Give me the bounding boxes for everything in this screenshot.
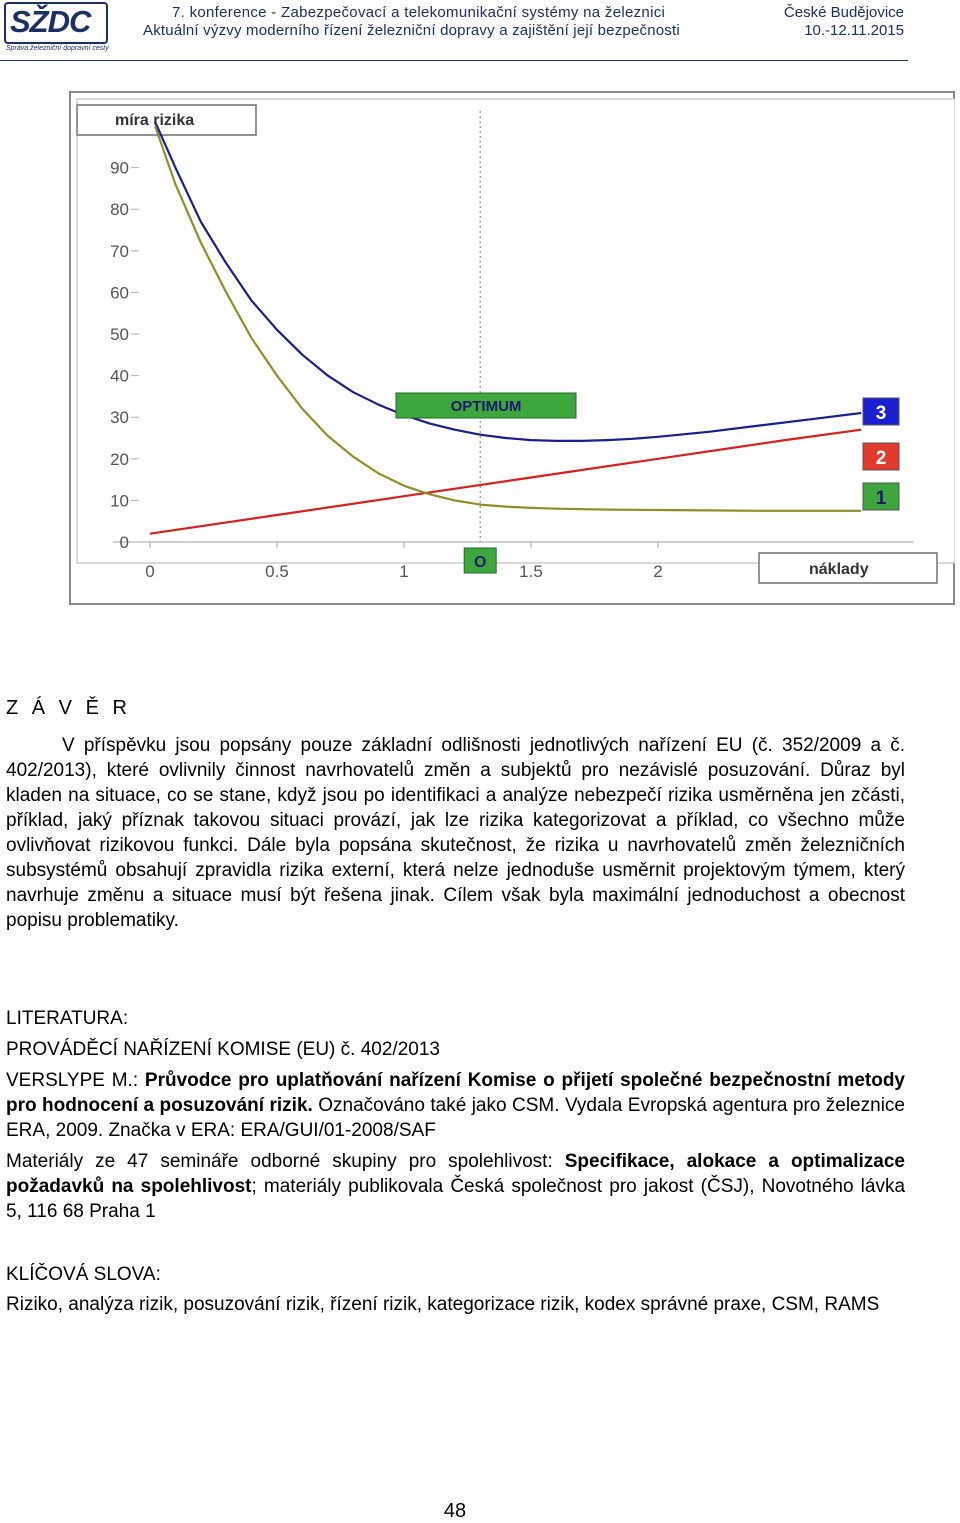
y-tick-label: 50 — [110, 325, 129, 344]
conference-title: 7. konference - Zabezpečovací a telekomunikační systémy na železnici — [172, 4, 666, 21]
szdc-logo — [4, 2, 108, 54]
y-tick-label: 20 — [110, 449, 129, 469]
optimum-label: OPTIMUM — [450, 398, 522, 415]
literature-item-2-title: Průvodce pro uplatňování nařízení Komise o přijetí společné bezpečnostní metody pro hodnocení a posuzování rizik. — [6, 1070, 906, 1116]
literature-title: LITERATURA: — [6, 1008, 129, 1029]
series-badge-label-1: 1 — [875, 488, 887, 509]
conference-date: 10.-12.11.2015 — [804, 22, 904, 39]
series-badge-label-3: 3 — [875, 403, 887, 424]
keywords-title: KLÍČOVÁ SLOVA: — [6, 1264, 161, 1285]
literature-item-2 — [6, 1068, 905, 1143]
logo-text: SŽDC — [10, 4, 91, 39]
x-tick-label: 2 — [653, 562, 663, 581]
y-tick-label: 70 — [110, 241, 129, 261]
y-tick-label: 80 — [110, 200, 129, 220]
y-axis-title: míra rizika — [115, 112, 195, 129]
page-number: 48 — [443, 1500, 467, 1522]
keywords-text: Riziko, analýza rizik, posuzování rizik, řízení rizik, kategorizace rizik, kodex správné praxe, CSM, RAMS — [6, 1294, 880, 1315]
section-title: Z Á V Ě R — [6, 697, 131, 719]
o-marker-label: O — [473, 554, 487, 571]
y-tick-label: 90 — [110, 158, 129, 178]
literature-item-1: PROVÁDĚCÍ NAŘÍZENÍ KOMISE (EU) č. 402/2013 — [6, 1039, 440, 1060]
literature-item-3 — [6, 1149, 905, 1224]
y-tick-label: 10 — [110, 491, 129, 511]
conference-subtitle: Aktuální výzvy moderního řízení železniční dopravy a zajištění její bezpečnosti — [143, 22, 680, 39]
literature-item-3-rest: ; materiály publikovala Česká společnost pro jakost (ČSJ), Novotného lávka 5, 116 68 Praha 1 — [6, 1176, 906, 1222]
y-tick-label: 60 — [110, 283, 129, 303]
chart-svg — [69, 91, 955, 605]
x-tick-label: 0 — [145, 562, 155, 581]
x-tick-label: 1 — [399, 562, 409, 581]
conclusion-paragraph: V příspěvku jsou popsány pouze základní odlišnosti jednotlivých nařízení EU (č. 352/2009 a č. 402/2013), které ovlivnily činnost navrhovatelů změn a subjektů pro nezávislé posuzování. Důraz byl kladen na situace, co se stane, když jsou po identifikaci a analýze nebezpečí rizika usměrněna jen zčásti, příklad, jaký příznak takovou situaci provází, jak lze rizika kategorizovat a příklad, co všechno může ovlivňovat rizikovou funkci. Dále byla popsána skutečnost, že rizika u navrhovatelů změn železničních subsystémů obsahují zpravidla rizika externí, která nelze jednoduše usměrnit projektovým týmem, který navrhuje změnu a situace musí být řešena jinak. Cílem však byla maximální jednoduchost a obecnost popisu problematiky. — [6, 735, 905, 931]
literature-item-2-rest: Označováno také jako CSM. Vydala Evropská agentura pro železnice ERA, 2009. Značka v ERA: ERA/GUI/01-2008/SAF — [6, 1095, 905, 1141]
y-tick-label: 0 — [119, 533, 129, 552]
logo-subtitle: Správa železniční dopravní cesty — [6, 45, 109, 52]
header-divider — [0, 60, 908, 61]
y-tick-label: 30 — [110, 408, 129, 428]
series-badge-label-2: 2 — [875, 448, 887, 469]
x-tick-label: 1.5 — [519, 562, 543, 581]
literature-item-3-title: Specifikace, alokace a optimalizace požadavků na spolehlivost — [6, 1151, 905, 1197]
chart-inner-frame — [77, 99, 955, 563]
page-header — [0, 0, 910, 62]
literature-item-3-start: Materiály ze 47 semináře odborné skupiny pro spolehlivost: — [6, 1151, 565, 1172]
y-tick-label: 40 — [110, 366, 129, 386]
literature-item-2-author: VERSLYPE M.: — [6, 1070, 145, 1091]
conference-city: České Budějovice — [783, 4, 904, 21]
risk-cost-chart — [69, 91, 955, 605]
x-axis-title: náklady — [809, 561, 869, 578]
x-tick-label: 0.5 — [265, 562, 289, 581]
